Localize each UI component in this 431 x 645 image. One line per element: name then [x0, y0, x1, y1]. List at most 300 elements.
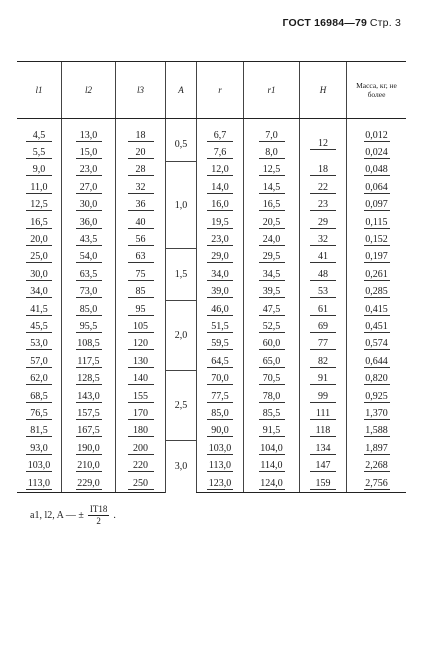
- cell-l3: [116, 388, 166, 405]
- cell-l3: [116, 440, 166, 457]
- cell-l1: [17, 405, 62, 422]
- cell-r1: [244, 301, 300, 318]
- cell-mass: [347, 301, 407, 318]
- footnote-tail: .: [113, 510, 116, 521]
- table-row: [17, 162, 406, 179]
- cell-value: 157,5: [77, 407, 100, 419]
- cell-r: [197, 266, 244, 283]
- cell-l3: [116, 162, 166, 179]
- cell-r1: [244, 475, 300, 493]
- cell-value: 159: [310, 478, 336, 490]
- cell-value: 28: [128, 164, 154, 176]
- cell-value: 82: [310, 356, 336, 368]
- cell-mass: [347, 231, 407, 248]
- table-row: [17, 405, 406, 422]
- table-row: [17, 336, 406, 353]
- cell-value: 46,0: [207, 304, 233, 316]
- cell-value: 3,0: [174, 461, 188, 473]
- cell-r1: [244, 440, 300, 457]
- cell-value: 29: [310, 217, 336, 229]
- footnote-lead: a1, l2, A — ±: [30, 510, 84, 521]
- cell-l2: [62, 144, 116, 161]
- cell-r1: [244, 231, 300, 248]
- cell-value: 6,7: [207, 130, 233, 142]
- cell-mass: [347, 179, 407, 196]
- cell-r1: [244, 249, 300, 266]
- fraction-numerator: IT18: [89, 504, 108, 514]
- cell-l3: [116, 284, 166, 301]
- cell-h: [300, 423, 347, 440]
- cell-value: 103,0: [208, 442, 232, 454]
- cell-value: 29,5: [259, 251, 285, 263]
- cell-value: 20,0: [26, 234, 52, 246]
- cell-l1: [17, 249, 62, 266]
- cell-value: 0,644: [365, 355, 388, 367]
- cell-value: 2,268: [365, 460, 388, 472]
- cell-value: 30,0: [26, 269, 52, 281]
- cell-value: 19,5: [207, 217, 233, 229]
- cell-l1: [17, 318, 62, 335]
- cell-l1: [17, 301, 62, 318]
- table-row: [17, 214, 406, 231]
- table-row: [17, 284, 406, 301]
- cell-r: [197, 162, 244, 179]
- cell-l1: [17, 336, 62, 353]
- cell-value: 59,5: [207, 338, 233, 350]
- cell-h: [300, 179, 347, 196]
- table-row: [17, 440, 406, 457]
- cell-l2: [62, 440, 116, 457]
- cell-value: 81,5: [26, 425, 52, 437]
- cell-r1: [244, 457, 300, 474]
- cell-r1: [244, 353, 300, 370]
- cell-value: 105: [128, 321, 154, 333]
- cell-l2: [62, 266, 116, 283]
- table-row: [17, 144, 406, 161]
- cell-value: 170: [128, 408, 154, 420]
- cell-value: 16,0: [207, 199, 233, 211]
- cell-r: [197, 284, 244, 301]
- cell-value: 62,0: [26, 373, 52, 385]
- cell-l1: [17, 179, 62, 196]
- cell-value: 60,0: [259, 338, 285, 350]
- cell-r: [197, 475, 244, 493]
- cell-l2: [62, 249, 116, 266]
- cell-value: 0,064: [365, 181, 388, 193]
- cell-r: [197, 370, 244, 387]
- cell-value: 90,0: [207, 425, 233, 437]
- cell-value: 20,5: [259, 217, 285, 229]
- cell-value: 70,0: [207, 373, 233, 385]
- table-row: [17, 318, 406, 335]
- cell-l3: [116, 214, 166, 231]
- cell-mass: [347, 197, 407, 214]
- cell-h: [300, 388, 347, 405]
- cell-value: 0,048: [365, 164, 388, 176]
- cell-value: 85,5: [259, 408, 285, 420]
- cell-l2: [62, 214, 116, 231]
- cell-value: 103,0: [27, 460, 51, 472]
- cell-value: 53,0: [26, 338, 52, 350]
- cell-value: 167,5: [77, 425, 100, 437]
- cell-l1: [17, 457, 62, 474]
- cell-l3: [116, 197, 166, 214]
- cell-value: 77,5: [207, 391, 233, 403]
- cell-l2: [62, 301, 116, 318]
- cell-r: [197, 197, 244, 214]
- column-header-l3: l3: [116, 62, 166, 119]
- cell-mass: [347, 423, 407, 440]
- cell-value: 1,5: [174, 269, 188, 281]
- cell-mass: [347, 353, 407, 370]
- cell-value: 25,0: [26, 251, 52, 263]
- cell-h: [300, 405, 347, 422]
- cell-value: 1,897: [365, 442, 388, 454]
- table-row: [17, 179, 406, 196]
- cell-r: [197, 405, 244, 422]
- table-row: [17, 119, 406, 145]
- cell-value: 113,0: [27, 477, 51, 489]
- cell-h: [300, 162, 347, 179]
- cell-r1: [244, 179, 300, 196]
- cell-value: 30,0: [76, 199, 102, 211]
- cell-value: 1,370: [365, 407, 388, 419]
- cell-value: 8,0: [259, 147, 285, 159]
- cell-value: 104,0: [260, 442, 283, 454]
- cell-r: [197, 353, 244, 370]
- cell-l2: [62, 119, 116, 145]
- cell-value: 0,451: [365, 320, 388, 332]
- cell-value: 200: [128, 443, 154, 455]
- cell-a: [166, 119, 197, 162]
- cell-value: 43,5: [76, 234, 102, 246]
- cell-h: [300, 284, 347, 301]
- cell-value: 143,0: [77, 390, 100, 402]
- cell-value: 108,5: [77, 338, 100, 350]
- column-header-h: H: [300, 62, 347, 119]
- cell-mass: [347, 214, 407, 231]
- cell-value: 118: [310, 425, 336, 437]
- cell-a: [166, 440, 197, 493]
- cell-value: 54,0: [76, 251, 102, 263]
- cell-value: 69: [310, 321, 336, 333]
- table-header-row: [17, 62, 406, 119]
- cell-l1: [17, 162, 62, 179]
- cell-l3: [116, 457, 166, 474]
- cell-mass: [347, 336, 407, 353]
- cell-value: 20: [128, 147, 154, 159]
- cell-mass: [347, 405, 407, 422]
- cell-value: 220: [128, 460, 154, 472]
- cell-value: 52,5: [259, 321, 285, 333]
- cell-h: [300, 318, 347, 335]
- cell-r1: [244, 423, 300, 440]
- cell-l2: [62, 318, 116, 335]
- cell-value: 36: [128, 199, 154, 211]
- cell-l2: [62, 388, 116, 405]
- cell-value: 64,5: [207, 356, 233, 368]
- cell-h: [300, 266, 347, 283]
- table-row: [17, 266, 406, 283]
- cell-value: 45,5: [26, 321, 52, 333]
- cell-value: 57,0: [26, 356, 52, 368]
- cell-l3: [116, 231, 166, 248]
- cell-a: [166, 249, 197, 301]
- cell-value: 41: [310, 251, 336, 263]
- cell-value: 229,0: [77, 477, 100, 489]
- cell-value: 48: [310, 269, 336, 281]
- cell-value: 76,5: [26, 408, 52, 420]
- cell-a: [166, 162, 197, 249]
- column-header-r: r: [197, 62, 244, 119]
- cell-r1: [244, 197, 300, 214]
- cell-r1: [244, 388, 300, 405]
- cell-value: 114,0: [260, 460, 283, 472]
- cell-l1: [17, 266, 62, 283]
- table-row: [17, 457, 406, 474]
- column-header-l2: l2: [62, 62, 116, 119]
- cell-value: 63: [128, 251, 154, 263]
- cell-value: 95,5: [76, 321, 102, 333]
- cell-value: 53: [310, 286, 336, 298]
- cell-value: 18: [128, 130, 154, 142]
- cell-value: 7,6: [207, 147, 233, 159]
- cell-value: 91,5: [259, 425, 285, 437]
- cell-l3: [116, 144, 166, 161]
- table-row: [17, 231, 406, 248]
- cell-value: 75: [128, 269, 154, 281]
- cell-r: [197, 214, 244, 231]
- cell-mass: [347, 457, 407, 474]
- cell-value: 2,0: [174, 330, 188, 342]
- cell-value: 130: [128, 356, 154, 368]
- table-body: [17, 119, 406, 493]
- cell-value: 0,197: [365, 251, 388, 263]
- cell-r: [197, 249, 244, 266]
- cell-value: 250: [128, 478, 154, 490]
- cell-l1: [17, 353, 62, 370]
- tolerance-fraction: [88, 504, 110, 527]
- cell-r1: [244, 405, 300, 422]
- table-row: [17, 423, 406, 440]
- cell-l1: [17, 475, 62, 493]
- cell-h: [300, 197, 347, 214]
- cell-value: 23: [310, 199, 336, 211]
- cell-r: [197, 179, 244, 196]
- cell-r: [197, 119, 244, 145]
- cell-l3: [116, 301, 166, 318]
- cell-r: [197, 388, 244, 405]
- cell-l2: [62, 370, 116, 387]
- cell-value: 134: [310, 443, 336, 455]
- cell-value: 0,152: [365, 234, 388, 246]
- column-header-l1: l1: [17, 62, 62, 119]
- cell-value: 12,0: [207, 164, 233, 176]
- cell-l1: [17, 388, 62, 405]
- page-number: Стр. 3: [369, 17, 401, 29]
- cell-r1: [244, 144, 300, 161]
- cell-h: [300, 119, 347, 162]
- table-row: [17, 353, 406, 370]
- cell-l3: [116, 475, 166, 493]
- cell-value: 91: [310, 373, 336, 385]
- cell-l3: [116, 423, 166, 440]
- cell-value: 85: [128, 286, 154, 298]
- cell-value: 7,0: [259, 130, 285, 142]
- cell-r: [197, 336, 244, 353]
- cell-value: 95: [128, 304, 154, 316]
- column-header-mass: Масса, кг, не более: [347, 62, 407, 119]
- cell-h: [300, 353, 347, 370]
- cell-mass: [347, 318, 407, 335]
- cell-l1: [17, 231, 62, 248]
- cell-h: [300, 301, 347, 318]
- table-row: [17, 370, 406, 387]
- standard-number: ГОСТ 16984—79: [282, 17, 368, 29]
- cell-value: 68,5: [26, 391, 52, 403]
- cell-l1: [17, 119, 62, 145]
- cell-l2: [62, 197, 116, 214]
- cell-value: 29,0: [207, 251, 233, 263]
- cell-h: [300, 231, 347, 248]
- cell-l1: [17, 284, 62, 301]
- cell-value: 65,0: [259, 356, 285, 368]
- cell-r1: [244, 162, 300, 179]
- cell-r1: [244, 119, 300, 145]
- dimensions-table: [17, 61, 406, 493]
- cell-value: 22: [310, 182, 336, 194]
- cell-value: 0,012: [365, 129, 388, 141]
- cell-value: 0,415: [365, 303, 388, 315]
- column-header-a: A: [166, 62, 197, 119]
- column-header-r1: r1: [244, 62, 300, 119]
- cell-value: 24,0: [259, 234, 285, 246]
- cell-l3: [116, 405, 166, 422]
- cell-h: [300, 249, 347, 266]
- cell-value: 36,0: [76, 217, 102, 229]
- cell-value: 5,5: [26, 147, 52, 159]
- cell-value: 39,0: [207, 286, 233, 298]
- cell-value: 56: [128, 234, 154, 246]
- cell-value: 210,0: [77, 460, 100, 472]
- cell-r1: [244, 370, 300, 387]
- cell-value: 2,756: [365, 477, 388, 489]
- cell-value: 14,0: [207, 182, 233, 194]
- cell-value: 117,5: [77, 355, 100, 367]
- cell-value: 9,0: [26, 164, 52, 176]
- cell-l1: [17, 197, 62, 214]
- footnote: [30, 504, 116, 527]
- cell-value: 0,097: [365, 199, 388, 211]
- cell-l1: [17, 214, 62, 231]
- cell-value: 123,0: [208, 477, 232, 489]
- cell-value: 41,5: [26, 304, 52, 316]
- cell-value: 1,0: [174, 199, 188, 211]
- cell-value: 180: [128, 425, 154, 437]
- cell-r: [197, 301, 244, 318]
- cell-value: 85,0: [76, 304, 102, 316]
- cell-r1: [244, 214, 300, 231]
- cell-value: 4,5: [26, 130, 52, 142]
- cell-value: 78,0: [259, 391, 285, 403]
- cell-value: 120: [128, 338, 154, 350]
- cell-l1: [17, 370, 62, 387]
- table-row: [17, 301, 406, 318]
- cell-value: 39,5: [259, 286, 285, 298]
- cell-value: 16,5: [259, 199, 285, 211]
- cell-value: 13,0: [76, 130, 102, 142]
- cell-l3: [116, 353, 166, 370]
- table-row: [17, 249, 406, 266]
- cell-mass: [347, 475, 407, 493]
- cell-value: 11,0: [26, 182, 52, 194]
- cell-value: 0,5: [174, 138, 188, 150]
- cell-l2: [62, 475, 116, 493]
- cell-value: 51,5: [207, 321, 233, 333]
- cell-value: 40: [128, 217, 154, 229]
- cell-h: [300, 336, 347, 353]
- cell-value: 147: [310, 460, 336, 472]
- cell-value: 23,0: [207, 234, 233, 246]
- cell-value: 34,5: [259, 269, 285, 281]
- cell-h: [300, 214, 347, 231]
- cell-l3: [116, 179, 166, 196]
- cell-l3: [116, 336, 166, 353]
- cell-a: [166, 301, 197, 371]
- cell-value: 34,0: [207, 269, 233, 281]
- cell-value: 140: [128, 373, 154, 385]
- cell-mass: [347, 119, 407, 145]
- cell-value: 93,0: [26, 443, 52, 455]
- cell-r1: [244, 266, 300, 283]
- cell-value: 0,261: [365, 268, 388, 280]
- cell-r: [197, 231, 244, 248]
- cell-value: 77: [310, 338, 336, 350]
- table-row: [17, 388, 406, 405]
- cell-h: [300, 457, 347, 474]
- cell-h: [300, 370, 347, 387]
- cell-h: [300, 475, 347, 493]
- cell-value: 128,5: [77, 373, 100, 385]
- cell-r1: [244, 318, 300, 335]
- cell-value: 14,5: [259, 182, 285, 194]
- cell-value: 99: [310, 391, 336, 403]
- cell-r: [197, 144, 244, 161]
- cell-value: 0,024: [365, 147, 388, 159]
- cell-mass: [347, 284, 407, 301]
- cell-l2: [62, 336, 116, 353]
- cell-l3: [116, 119, 166, 145]
- cell-l2: [62, 284, 116, 301]
- cell-l3: [116, 370, 166, 387]
- cell-value: 61: [310, 304, 336, 316]
- cell-value: 155: [128, 391, 154, 403]
- cell-value: 12: [310, 138, 336, 150]
- cell-l3: [116, 266, 166, 283]
- table-row: [17, 475, 406, 493]
- cell-mass: [347, 144, 407, 161]
- cell-value: 0,574: [365, 338, 388, 350]
- cell-r1: [244, 284, 300, 301]
- cell-l1: [17, 144, 62, 161]
- cell-r: [197, 318, 244, 335]
- cell-r: [197, 457, 244, 474]
- cell-r: [197, 440, 244, 457]
- cell-value: 190,0: [77, 442, 100, 454]
- cell-value: 16,5: [26, 217, 52, 229]
- cell-l3: [116, 318, 166, 335]
- cell-value: 1,588: [365, 425, 388, 437]
